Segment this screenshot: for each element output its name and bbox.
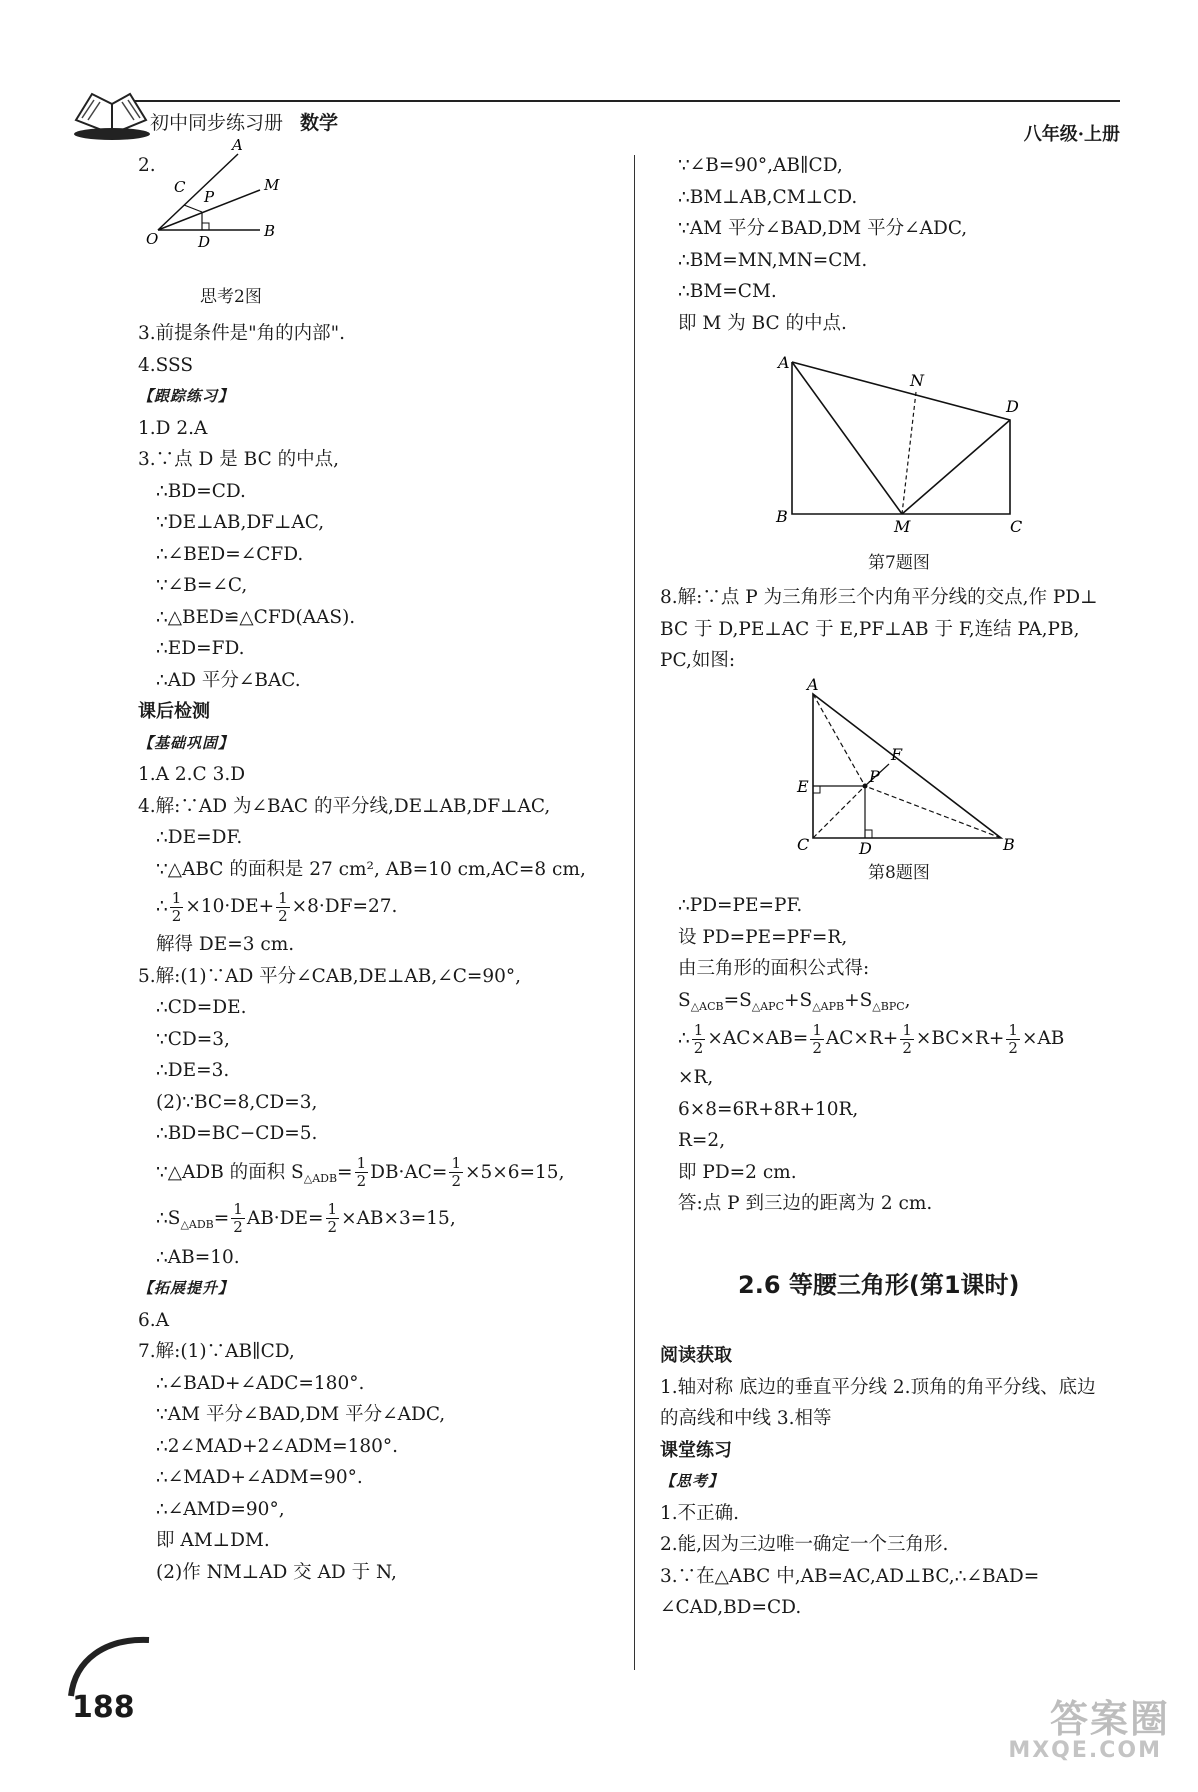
r8-tail-line: 即 PD=2 cm.: [678, 1161, 797, 1183]
fig7-label-M: M: [894, 517, 911, 536]
think-line: 3.∵在△ABC 中,AB=AC,AD⊥BC,∴∠BAD=: [660, 1565, 1040, 1587]
e7-line: ∴∠AMD=90°,: [156, 1498, 285, 1520]
b4-line: ∴DE=DF.: [156, 827, 243, 848]
think-line: 2.能,因为三边唯一确定一个三角形.: [660, 1534, 949, 1555]
fig8-label-C: C: [797, 835, 810, 854]
fig2-label-P: P: [204, 188, 215, 206]
figure-q7: [770, 350, 1040, 540]
r8-area-formula: $S_{\triangle ACB}=S_{\triangle APC}+S_{\triangle APB}+S_{\triangle BPC}$,: [678, 989, 911, 1013]
fig7-caption: 第7题图: [868, 553, 930, 573]
e6-answer: 6.A: [138, 1309, 170, 1331]
read-line: 的高线和中线 3.相等: [660, 1408, 832, 1429]
basic-answers: 1.A 2.C 3.D: [138, 764, 246, 785]
b5-result: ∴AB=10.: [156, 1246, 240, 1268]
r8-tail-line: R=2,: [678, 1130, 726, 1151]
r7-line: 即 M 为 BC 的中点.: [678, 312, 847, 334]
tag-think: 【思考】: [660, 1472, 725, 1490]
t3-line: ∴△BED≌△CFD(AAS).: [156, 606, 356, 628]
fig2-label-M: M: [264, 176, 280, 194]
watermark: 答案圈: [1049, 1697, 1170, 1741]
r8-line: BC 于 D,PE⊥AC 于 E,PF⊥AB 于 F,连结 PA,PB,: [660, 618, 1080, 640]
right-column-bottom: [660, 1340, 1135, 1624]
r8-line: 8.解:∵点 P 为三角形三个内角平分线的交点,作 PD⊥: [660, 587, 1098, 608]
fig2-label-D: D: [198, 233, 211, 251]
fig7-label-A: A: [778, 353, 790, 372]
e7-line: 即 AM⊥DM.: [156, 1530, 270, 1551]
right-column-top: [660, 150, 1130, 339]
tag-basic: 【基础巩固】: [138, 733, 235, 752]
t3-line: ∴ED=FD.: [156, 638, 245, 659]
subject-label: 数学: [300, 112, 339, 134]
fig2-label-A: A: [232, 136, 243, 154]
t3-line: ∴∠BED=∠CFD.: [156, 543, 304, 565]
b4-line: 4.解:∵AD 为∠BAC 的平分线,DE⊥AB,DF⊥AC,: [138, 795, 551, 817]
r8b-line: 设 PD=PE=PF=R,: [678, 926, 848, 948]
fig2-label-B: B: [264, 222, 276, 240]
section-after-class: 课后检测: [138, 701, 210, 722]
fig7-label-C: C: [1010, 517, 1023, 536]
fig7-label-N: N: [910, 371, 924, 390]
b4-result: 解得 DE=3 cm.: [156, 934, 295, 955]
fig7-label-D: D: [1006, 397, 1019, 416]
t3-line: ∵∠B=∠C,: [156, 575, 248, 596]
r8-equation: ∴ $\frac{1}{2}$ ×AC×AB= $\frac{1}{2}$ AC×R+ $\frac{1}{2}$ ×BC×R+ $\frac{1}{2}$ ×AB: [678, 1020, 1065, 1057]
r7-line: ∴BM⊥AB,CM⊥CD.: [678, 186, 858, 208]
fig8-caption: 第8题图: [868, 863, 930, 883]
r7-line: ∴BM=CM.: [678, 281, 777, 302]
r8-tail-line: 6×8=6R+8R+10R,: [678, 1098, 859, 1120]
e7-line: ∴2∠MAD+2∠ADM=180°.: [156, 1435, 399, 1457]
b5-line: ∴BD=BC−CD=5.: [156, 1123, 318, 1144]
t3-line: 3.∵点 D 是 BC 的中点,: [138, 449, 339, 470]
section-classroom: 课堂练习: [660, 1439, 732, 1461]
q4-answer: 4.SSS: [138, 354, 194, 376]
t3-line: ∴AD 平分∠BAC.: [156, 669, 301, 691]
r8b-line: 由三角形的面积公式得:: [678, 958, 870, 979]
right-column-q8-solution: [660, 890, 1135, 1220]
r7-line: ∴BM=MN,MN=CM.: [678, 249, 868, 271]
book-logo-icon: [72, 90, 150, 140]
t3-line: ∵DE⊥AB,DF⊥AC,: [156, 512, 325, 533]
page-number: 188: [72, 1690, 135, 1725]
header-rule: [135, 100, 1120, 102]
b5-equation-2: $\therefore S_{\triangle ADB}=$ $\frac{1}{2}$ AB·DE= $\frac{1}{2}$ ×AB×3=15,: [156, 1200, 456, 1236]
b5-line: ∵CD=3,: [156, 1028, 230, 1050]
e7-line: ∴∠BAD+∠ADC=180°.: [156, 1372, 365, 1394]
r7-line: ∵AM 平分∠BAD,DM 平分∠ADC,: [678, 218, 968, 239]
r8b-line: ∴PD=PE=PF.: [678, 895, 803, 916]
b5-line: 5.解:(1)∵AD 平分∠CAB,DE⊥AB,∠C=90°,: [138, 965, 522, 987]
b5-line: ∴CD=DE.: [156, 997, 247, 1018]
fig2-label-C: C: [174, 178, 186, 196]
fig8-label-E: E: [797, 777, 809, 796]
e7-line: ∴∠MAD+∠ADM=90°.: [156, 1467, 363, 1488]
b5-equation-1: ∵△ADB 的面积 $S_{\triangle ADB}=$ $\frac{1}{2}$ DB·AC= $\frac{1}{2}$ ×5×6=15,: [156, 1154, 565, 1190]
think-line: 1.不正确.: [660, 1502, 740, 1524]
track-answers: 1.D 2.A: [138, 417, 208, 439]
series-title: 初中同步练习册: [150, 112, 284, 134]
r7-line: ∵∠B=90°,AB∥CD,: [678, 155, 843, 176]
column-divider: [634, 155, 635, 1670]
section-reading: 阅读获取: [660, 1345, 732, 1366]
r8-tail-line: 答:点 P 到三边的距离为 2 cm.: [678, 1193, 933, 1214]
e7-line: (2)作 NM⊥AD 交 AD 于 N,: [156, 1561, 397, 1583]
b5-line: (2)∵BC=8,CD=3,: [156, 1091, 318, 1113]
e7-line: ∵AM 平分∠BAD,DM 平分∠ADC,: [156, 1404, 446, 1425]
chapter-heading: 2.6 等腰三角形(第1课时): [738, 1271, 1020, 1299]
read-line: 1.轴对称 底边的垂直平分线 2.顶角的角平分线、底边: [660, 1376, 1096, 1398]
fig8-label-D: D: [859, 839, 872, 858]
figure-q8: [795, 675, 1025, 858]
fig8-label-A: A: [807, 675, 819, 694]
q2-number: 2.: [138, 155, 156, 176]
fig8-label-P: P: [869, 767, 880, 786]
e7-line: 7.解:(1)∵AB∥CD,: [138, 1341, 295, 1362]
right-column-q8: [660, 582, 1135, 677]
b4-equation: ∴ $\frac{1}{2}$ ×10·DE+ $\frac{1}{2}$ ×8·DF=27.: [156, 888, 398, 925]
grade-label: 八年级·上册: [1023, 124, 1120, 145]
fig2-caption: 思考2图: [200, 287, 262, 307]
t3-line: ∴BD=CD.: [156, 480, 246, 502]
r8-line: PC,如图:: [660, 650, 736, 671]
fig2-label-O: O: [146, 230, 159, 248]
b4-line: ∵△ABC 的面积是 27 cm², AB=10 cm,AC=8 cm,: [156, 858, 586, 880]
left-column-body: [138, 318, 618, 1588]
q3-answer: 3.前提条件是"角的内部".: [138, 323, 346, 344]
fig8-label-B: B: [1003, 835, 1015, 854]
fig7-label-B: B: [776, 507, 788, 526]
tag-extension: 【拓展提升】: [138, 1279, 235, 1297]
watermark-url: MXQE.COM: [1008, 1738, 1162, 1763]
fig8-label-F: F: [891, 745, 903, 764]
tag-track-practice: 【跟踪练习】: [138, 387, 235, 405]
b5-line: ∴DE=3.: [156, 1060, 230, 1081]
figure-thinking-2: [146, 136, 310, 270]
r8-tail-line: ×R,: [678, 1067, 714, 1088]
think-line: ∠CAD,BD=CD.: [660, 1597, 802, 1618]
